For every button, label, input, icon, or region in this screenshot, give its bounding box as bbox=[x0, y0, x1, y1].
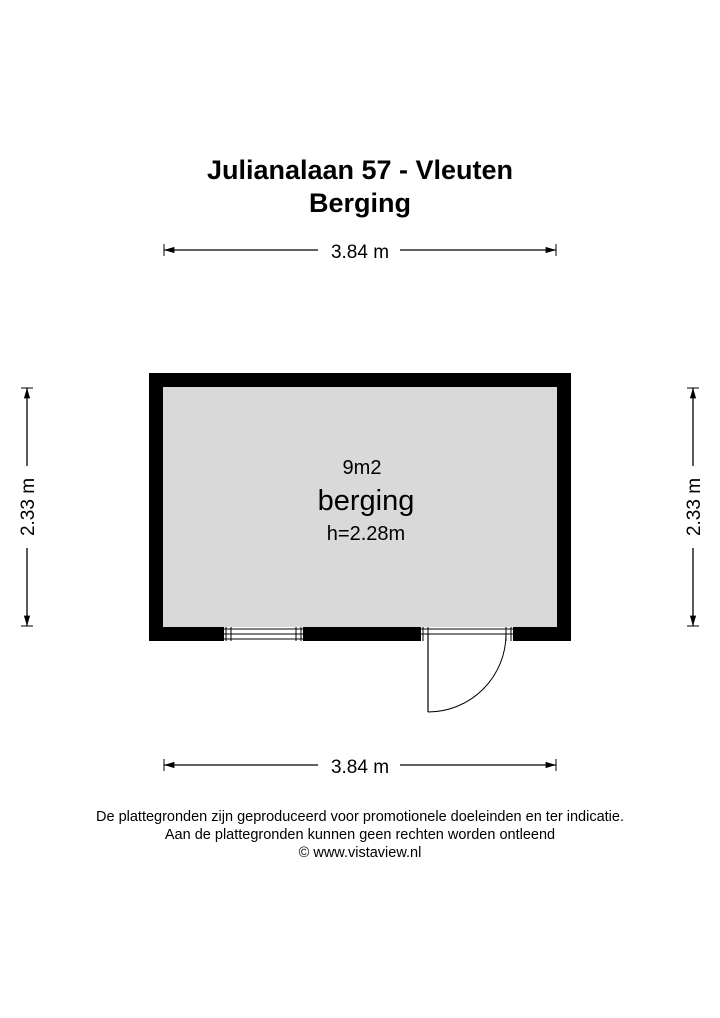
window bbox=[224, 627, 303, 641]
door-swing-arc bbox=[428, 634, 506, 712]
page-subtitle: Berging bbox=[308, 188, 411, 218]
dimension-top bbox=[164, 242, 556, 263]
dimension-bottom bbox=[164, 757, 556, 778]
dimension-left bbox=[18, 388, 39, 626]
room-height: h=2.28m bbox=[326, 523, 406, 545]
dimension-right bbox=[684, 388, 705, 626]
copyright-link[interactable]: © www.vistaview.nl bbox=[298, 845, 422, 861]
dimension-bottom-label: 3.84 m bbox=[330, 757, 390, 778]
room-area: 9m2 bbox=[342, 457, 382, 479]
dimension-top-label: 3.84 m bbox=[330, 242, 390, 263]
room-name: berging bbox=[317, 485, 415, 517]
dimension-right-label: 2.33 m bbox=[684, 477, 705, 537]
disclaimer-line-1: De plattegronden zijn geproduceerd voor promotionele doeleinden en ter indicatie. bbox=[96, 809, 624, 825]
dimension-left-label: 2.33 m bbox=[18, 477, 39, 537]
page-title: Julianalaan 57 - Vleuten bbox=[206, 155, 514, 185]
disclaimer-line-2: Aan de plattegronden kunnen geen rechten worden ontleend bbox=[164, 827, 556, 843]
